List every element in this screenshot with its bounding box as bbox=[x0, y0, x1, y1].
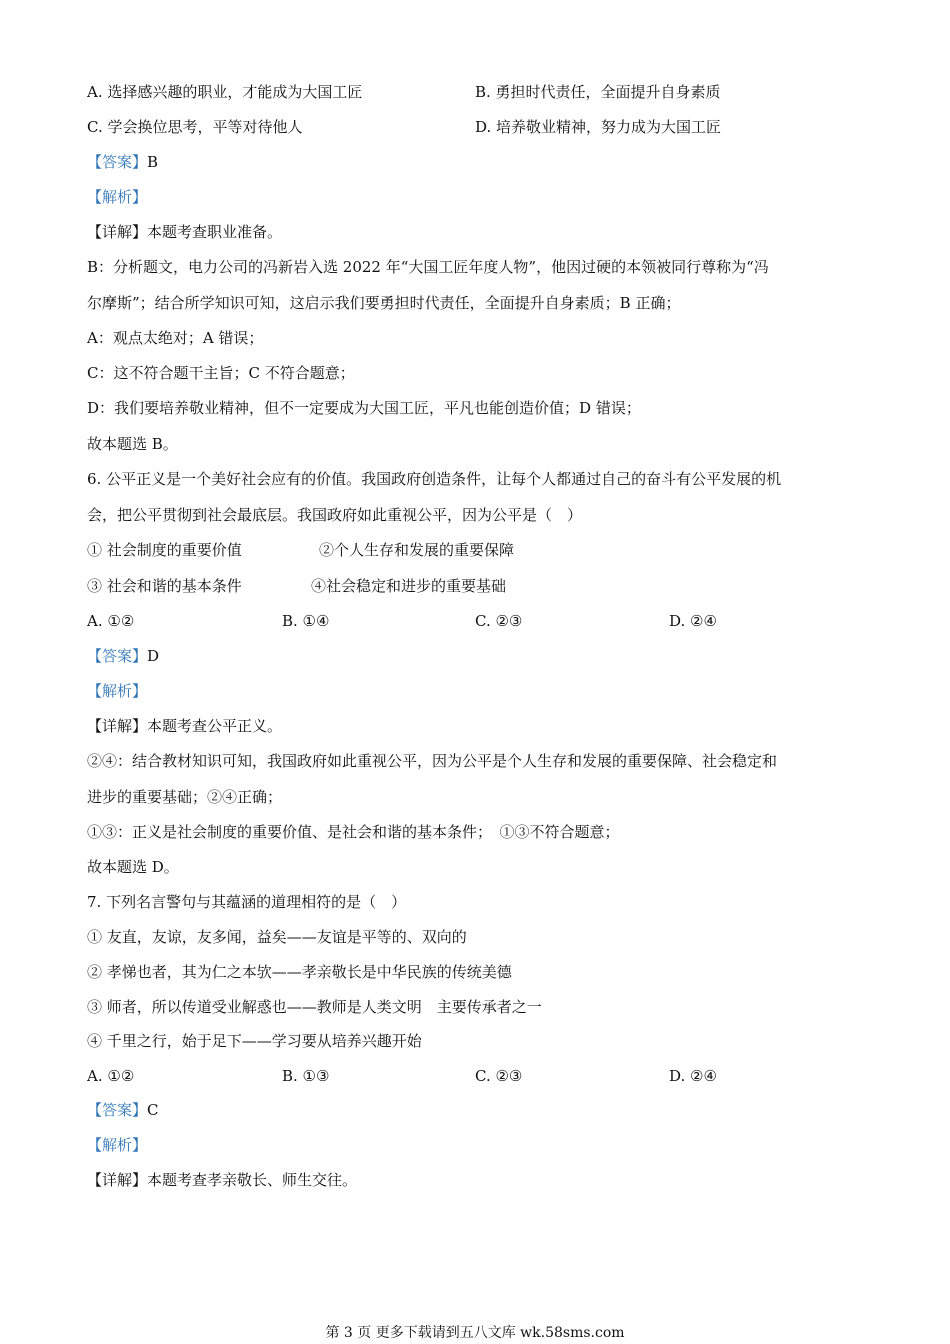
q6-stem-line: 会，把公平贯彻到社会最底层。我国政府如此重视公平，因为公平是（ ） bbox=[87, 506, 583, 524]
q5-explain-line: A：观点太绝对；A 错误； bbox=[87, 329, 264, 347]
detail-text: 本题考查职业准备。 bbox=[147, 223, 283, 241]
q5-explain-line: B：分析题文，电力公司的冯新岩入选 2022 年“大国工匠年度人物”，他因过硬的本领被同行尊称为“冯 bbox=[87, 258, 769, 276]
q5-explain-line: D：我们要培养敬业精神，但不一定要成为大国工匠，平凡也能创造价值；D 错误； bbox=[87, 399, 641, 417]
q5-analysis-tag: 【解析】 bbox=[87, 188, 148, 206]
q6-option-a: A. ①② bbox=[87, 612, 135, 630]
q7-item-3: ③ 师者，所以传道受业解惑也——教师是人类文明 主要传承者之一 bbox=[87, 998, 542, 1016]
detail-text: 本题考查孝亲敬长、师生交往。 bbox=[147, 1171, 358, 1189]
q7-detail bbox=[87, 1170, 357, 1190]
q5-option-d: D. 培养敬业精神，努力成为大国工匠 bbox=[475, 118, 722, 136]
answer-value: D bbox=[147, 647, 160, 665]
q6-option-c: C. ②③ bbox=[475, 612, 523, 630]
q6-option-d: D. ②④ bbox=[669, 612, 717, 630]
q5-option-c: C. 学会换位思考，平等对待他人 bbox=[87, 118, 303, 136]
q7-stem: 7. 下列名言警句与其蕴涵的道理相符的是（ ） bbox=[87, 893, 407, 911]
q6-stem-line: 6. 公平正义是一个美好社会应有的价值。我国政府创造条件，让每个人都通过自己的奋斗有公平发展的机 bbox=[87, 470, 782, 488]
q5-option-b: B. 勇担时代责任，全面提升自身素质 bbox=[475, 83, 721, 101]
q6-option-b: B. ①④ bbox=[282, 612, 330, 630]
q7-option-b: B. ①③ bbox=[282, 1067, 330, 1085]
q6-item-1: ① 社会制度的重要价值 bbox=[87, 541, 242, 559]
q7-analysis-tag: 【解析】 bbox=[87, 1136, 148, 1154]
q6-explain-line: ②④：结合教材知识可知，我国政府如此重视公平，因为公平是个人生存和发展的重要保障、社会稳定和 bbox=[87, 752, 778, 770]
page-footer: 第 3 页 更多下载请到五八文库 wk.58sms.com bbox=[325, 1325, 625, 1341]
q5-explain-line: 尔摩斯”；结合所学知识可知，这启示我们要勇担时代责任，全面提升自身素质；B 正确； bbox=[87, 294, 681, 312]
q7-item-4: ④ 千里之行，始于足下——学习要从培养兴趣开始 bbox=[87, 1032, 422, 1050]
q6-item-3: ③ 社会和谐的基本条件 bbox=[87, 577, 242, 595]
q6-analysis-tag: 【解析】 bbox=[87, 682, 148, 700]
answer-tag: 【答案】 bbox=[87, 153, 148, 171]
q5-detail bbox=[87, 222, 282, 242]
q7-option-a: A. ①② bbox=[87, 1067, 135, 1085]
q6-detail bbox=[87, 716, 282, 736]
q6-explain-line: 进步的重要基础；②④正确； bbox=[87, 788, 283, 806]
q6-conclusion: 故本题选 D。 bbox=[87, 858, 179, 876]
q5-explain-line: C：这不符合题干主旨；C 不符合题意； bbox=[87, 364, 355, 382]
q7-option-c: C. ②③ bbox=[475, 1067, 523, 1085]
q6-item-2: ②个人生存和发展的重要保障 bbox=[319, 541, 515, 559]
answer-value: B bbox=[147, 153, 159, 171]
answer-tag: 【答案】 bbox=[87, 647, 148, 665]
detail-tag: 【详解】 bbox=[87, 1171, 148, 1189]
detail-tag: 【详解】 bbox=[87, 223, 148, 241]
answer-value: C bbox=[147, 1101, 159, 1119]
answer-tag: 【答案】 bbox=[87, 1101, 148, 1119]
q7-answer bbox=[87, 1100, 159, 1120]
q5-answer bbox=[87, 152, 158, 172]
q6-item-4: ④社会稳定和进步的重要基础 bbox=[311, 577, 507, 595]
q6-explain-line: ①③：正义是社会制度的重要价值、是社会和谐的基本条件； ①③不符合题意； bbox=[87, 823, 620, 841]
q5-conclusion: 故本题选 B。 bbox=[87, 435, 178, 453]
q7-item-2: ② 孝悌也者，其为仁之本欤——孝亲敬长是中华民族的传统美德 bbox=[87, 963, 512, 981]
q5-option-a: A. 选择感兴趣的职业，才能成为大国工匠 bbox=[87, 83, 363, 101]
detail-tag: 【详解】 bbox=[87, 717, 148, 735]
detail-text: 本题考查公平正义。 bbox=[147, 717, 283, 735]
q6-answer bbox=[87, 646, 159, 666]
q7-option-d: D. ②④ bbox=[669, 1067, 717, 1085]
q7-item-1: ① 友直，友谅，友多闻，益矣——友谊是平等的、双向的 bbox=[87, 928, 467, 946]
